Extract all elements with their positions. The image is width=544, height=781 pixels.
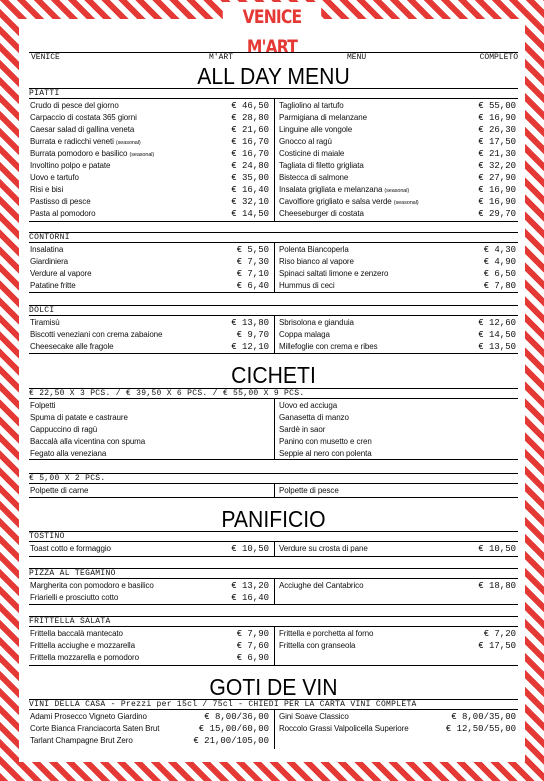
menu-item xyxy=(29,160,271,172)
menu-item-price: € 15,00/60,00 xyxy=(198,724,269,734)
menu-item xyxy=(278,400,518,412)
menu-item xyxy=(29,112,271,124)
menu-item-name: Giardiniera xyxy=(30,257,69,266)
frittella-box xyxy=(29,626,518,666)
menu-item-price: € 16,70 xyxy=(231,137,269,147)
menu-item-name: Gnocco al ragù xyxy=(279,137,332,146)
menu-item xyxy=(29,208,271,220)
menu-item-price: € 32,20 xyxy=(478,161,516,171)
contorni-box xyxy=(29,242,518,293)
menu-item-name: Spuma di patate e castraure xyxy=(30,413,128,422)
menu-item-price: € 55,00 xyxy=(478,101,516,111)
menu-item-name: Tiramisù xyxy=(30,318,60,327)
section-title-goti: GOTI DE VIN xyxy=(209,674,338,700)
menu-item-price: € 12,60 xyxy=(478,318,516,328)
menu-item-name: Frittella acciughe e mozzarella xyxy=(30,641,135,650)
contorni-left xyxy=(29,244,271,292)
menu-item xyxy=(278,485,518,497)
menu-item xyxy=(29,136,271,148)
menu-item-price: € 13,20 xyxy=(231,581,269,591)
section-title-panificio: PANIFICIO xyxy=(221,506,326,532)
menu-item-price: € 13,50 xyxy=(478,342,516,352)
menu-item-price: € 16,40 xyxy=(231,593,269,603)
menu-item-name: Acciughe del Cantabrico xyxy=(279,581,364,590)
menu-item xyxy=(29,268,271,280)
menu-item-name: Cheesecake alle fragole xyxy=(30,342,114,351)
menu-item xyxy=(278,256,518,268)
menu-item-price: € 28,80 xyxy=(231,113,269,123)
menu-item-price: € 14,50 xyxy=(231,209,269,219)
frittella-left xyxy=(29,628,271,664)
menu-item-name: Polenta Biancoperla xyxy=(279,245,349,254)
menu-item xyxy=(29,256,271,268)
menu-item-price: € 7,10 xyxy=(236,269,269,279)
menu-item xyxy=(278,208,518,220)
menu-item-price: € 27,90 xyxy=(478,173,516,183)
menu-item xyxy=(278,124,518,136)
menu-item-name: Involtino polpo e patate xyxy=(30,161,111,170)
menu-item xyxy=(29,412,271,424)
menu-item xyxy=(29,280,271,292)
topbar-menu: MENU xyxy=(347,53,367,62)
menu-item-price: € 7,20 xyxy=(483,629,516,639)
menu-item-name: Insalata grigliata e melanzana (seasonal) xyxy=(279,185,410,194)
menu-item xyxy=(278,628,518,640)
menu-item-price: € 5,50 xyxy=(236,245,269,255)
topbar-mart: M'ART xyxy=(209,53,234,62)
menu-item-name: Margherita con pomodoro e basilico xyxy=(30,581,154,590)
cicheti-left xyxy=(29,400,271,460)
menu-item-price: € 14,50 xyxy=(478,330,516,340)
menu-item xyxy=(278,148,518,160)
goti-header: VINI DELLA CASA - Prezzi per 15cl / 75cl - CHIEDI PER LA CARTA VINI COMPLETA xyxy=(29,699,518,709)
menu-item-name: Burrata e radicchi veneti (seasonal) xyxy=(30,137,141,146)
menu-item-name: Millefoglie con crema e ribes xyxy=(279,342,378,351)
contorni-right xyxy=(278,244,518,292)
piatti-left xyxy=(29,100,271,220)
header-dolci: DOLCI xyxy=(29,305,518,315)
topbar-venice: VENICE xyxy=(31,53,60,62)
menu-item-price: € 7,60 xyxy=(236,641,269,651)
pizza-left xyxy=(29,580,271,604)
menu-item xyxy=(29,640,271,652)
menu-item-name: Cavolfiore grigliato e salsa verde (seasonal) xyxy=(279,197,419,206)
menu-item-name: Polpette di pesce xyxy=(279,486,339,495)
menu-item xyxy=(29,485,271,497)
tostino-right xyxy=(278,543,518,555)
menu-item-price: € 21,00/105,00 xyxy=(193,736,269,746)
menu-item xyxy=(278,424,518,436)
menu-item-name: Risi e bisi xyxy=(30,185,64,194)
menu-item-name: Corte Bianca Franciacorta Saten Brut xyxy=(30,724,160,733)
header-pizza: PIZZA AL TEGAMINO xyxy=(29,568,518,578)
menu-item-name: Tagliolino al tartufo xyxy=(279,101,344,110)
menu-item xyxy=(29,341,271,353)
menu-item xyxy=(278,436,518,448)
menu-item xyxy=(29,652,271,664)
piatti-box xyxy=(29,98,518,222)
menu-item-name: Insalatina xyxy=(30,245,64,254)
menu-item xyxy=(278,280,518,292)
menu-item-name: Costicine di maiale xyxy=(279,149,345,158)
menu-item-name: Sardè in saor xyxy=(279,425,326,434)
menu-item-name: Verdure su crosta di pane xyxy=(279,544,368,553)
menu-item-name: Baccalà alla vicentina con spuma xyxy=(30,437,146,446)
menu-item-price: € 4,30 xyxy=(483,245,516,255)
menu-item-note: (seasonal) xyxy=(384,188,410,194)
menu-item-price: € 29,70 xyxy=(478,209,516,219)
menu-item xyxy=(278,196,518,208)
menu-item-price: € 16,70 xyxy=(231,149,269,159)
menu-item-name: Polpette di carne xyxy=(30,486,89,495)
pizza-right xyxy=(278,580,518,592)
menu-item-name: Frittella mozzarella e pomodoro xyxy=(30,653,139,662)
header-piatti: PIATTI xyxy=(29,88,518,98)
menu-item xyxy=(278,112,518,124)
menu-item xyxy=(278,100,518,112)
menu-item-name: Ganasetta di manzo xyxy=(279,413,349,422)
goti-left xyxy=(29,711,271,747)
menu-item xyxy=(278,329,518,341)
menu-item-name: Bistecca di salmone xyxy=(279,173,349,182)
menu-item xyxy=(29,196,271,208)
menu-item xyxy=(29,424,271,436)
menu-item-name: Crudo di pesce del giorno xyxy=(30,101,119,110)
menu-item-name: Panino con musetto e cren xyxy=(279,437,372,446)
menu-item-price: € 24,80 xyxy=(231,161,269,171)
dolci-box xyxy=(29,315,518,354)
menu-item xyxy=(278,268,518,280)
menu-item xyxy=(278,580,518,592)
goti-box xyxy=(29,709,518,749)
menu-item-price: € 16,90 xyxy=(478,197,516,207)
menu-item-price: € 6,50 xyxy=(483,269,516,279)
header-tostino: TOSTINO xyxy=(29,531,518,541)
frittella-right xyxy=(278,628,518,652)
tostino-left xyxy=(29,543,271,555)
menu-item xyxy=(29,723,271,735)
menu-item-name: Uovo e tartufo xyxy=(30,173,79,182)
menu-item-note: (seasonal) xyxy=(129,152,155,158)
menu-item xyxy=(29,172,271,184)
header-contorni: CONTORNI xyxy=(29,232,518,242)
menu-item-name: Folpetti xyxy=(30,401,56,410)
cicheti-box xyxy=(29,398,518,460)
menu-item-price: € 46,50 xyxy=(231,101,269,111)
menu-item-price: € 8,00/36,00 xyxy=(204,712,269,722)
menu-item-name: Burrata pomodoro e basilico (seasonal) xyxy=(30,149,155,158)
dolci-left xyxy=(29,317,271,353)
menu-item-price: € 16,40 xyxy=(231,185,269,195)
menu-item-name: Parmigiana di melanzane xyxy=(279,113,367,122)
header-frittella: FRITTELLA SALATA xyxy=(29,616,518,626)
menu-item-price: € 32,10 xyxy=(231,197,269,207)
menu-item-name: Biscotti veneziani con crema zabaione xyxy=(30,330,163,339)
menu-item xyxy=(278,412,518,424)
menu-item xyxy=(29,543,271,555)
menu-item-note: (seasonal) xyxy=(115,140,141,146)
menu-item-name: Riso bianco al vapore xyxy=(279,257,354,266)
menu-item xyxy=(278,711,518,723)
menu-item-name: Adami Prosecco Vigneto Giardino xyxy=(30,712,147,721)
menu-item-price: € 7,30 xyxy=(236,257,269,267)
menu-item xyxy=(29,329,271,341)
menu-item xyxy=(29,400,271,412)
topbar-completo: COMPLETO xyxy=(479,53,518,62)
menu-item-price: € 17,50 xyxy=(478,137,516,147)
menu-item-name: Uovo ed acciuga xyxy=(279,401,338,410)
menu-item-name: Frittella baccalà mantecato xyxy=(30,629,123,638)
menu-item-name: Hummus di ceci xyxy=(279,281,335,290)
menu-item-price: € 35,00 xyxy=(231,173,269,183)
menu-item-name: Linguine alle vongole xyxy=(279,125,353,134)
menu-item-price: € 7,90 xyxy=(236,629,269,639)
menu-item-name: Verdure al vapore xyxy=(30,269,92,278)
menu-item-price: € 21,60 xyxy=(231,125,269,135)
menu-item-name: Cheeseburger di costata xyxy=(279,209,364,218)
menu-item-note: (seasonal) xyxy=(393,200,419,206)
menu-item xyxy=(278,640,518,652)
menu-item xyxy=(278,341,518,353)
menu-item xyxy=(278,172,518,184)
menu-item-name: Frittella e porchetta al forno xyxy=(279,629,374,638)
goti-right xyxy=(278,711,518,735)
menu-item-name: Roccolo Grassi Valpolicella Superiore xyxy=(279,724,409,733)
menu-item xyxy=(29,711,271,723)
menu-item-price: € 10,50 xyxy=(478,544,516,554)
menu-item-price: € 16,90 xyxy=(478,113,516,123)
menu-item-price: € 8,00/35,00 xyxy=(451,712,516,722)
menu-item xyxy=(278,317,518,329)
menu-item-price: € 4,90 xyxy=(483,257,516,267)
cicheti-box-2 xyxy=(29,483,518,498)
menu-item-name: Seppie al nero con polenta xyxy=(279,449,372,458)
menu-item-price: € 12,50/55,00 xyxy=(445,724,516,734)
cicheti-price-header-2: € 5,00 X 2 PCS. xyxy=(29,473,518,483)
menu-item xyxy=(278,244,518,256)
menu-topbar xyxy=(29,52,518,63)
menu-item-name: Carpaccio di costata 365 giorni xyxy=(30,113,137,122)
polpette-left xyxy=(29,485,271,497)
menu-item-name: Tarlant Champagne Brut Zero xyxy=(30,736,133,745)
menu-item-price: € 10,50 xyxy=(231,544,269,554)
menu-item-price: € 18,80 xyxy=(478,581,516,591)
menu-item-name: Spinaci saltati limone e zenzero xyxy=(279,269,389,278)
menu-item-name: Toast cotto e formaggio xyxy=(30,544,111,553)
menu-item-name: Fegato alla veneziana xyxy=(30,449,107,458)
menu-item-name: Pasta al pomodoro xyxy=(30,209,96,218)
dolci-right xyxy=(278,317,518,353)
menu-item xyxy=(29,735,271,747)
menu-item-price: € 6,90 xyxy=(236,653,269,663)
polpette-right xyxy=(278,485,518,497)
menu-item-price: € 9,70 xyxy=(236,330,269,340)
menu-item xyxy=(278,543,518,555)
menu-item xyxy=(29,184,271,196)
menu-item xyxy=(29,580,271,592)
menu-item xyxy=(29,592,271,604)
menu-item-name: Friarielli e prosciutto cotto xyxy=(30,593,119,602)
menu-item xyxy=(278,184,518,196)
cicheti-price-header: € 22,50 X 3 PCS. / € 39,50 X 6 PCS. / € 55,00 X 9 PCS. xyxy=(29,388,518,398)
menu-item-name: Frittella con granseola xyxy=(279,641,356,650)
menu-item-price: € 21,30 xyxy=(478,149,516,159)
menu-item xyxy=(278,160,518,172)
menu-item-price: € 17,50 xyxy=(478,641,516,651)
tostino-box xyxy=(29,541,518,557)
menu-item xyxy=(29,448,271,460)
menu-item xyxy=(278,136,518,148)
menu-item xyxy=(29,317,271,329)
menu-item xyxy=(29,148,271,160)
menu-item xyxy=(278,723,518,735)
menu-item-name: Tagliata di filetto grigliata xyxy=(279,161,364,170)
menu-item-name: Sbrisolona e gianduia xyxy=(279,318,354,327)
menu-item-name: Gini Soave Classico xyxy=(279,712,349,721)
menu-item-name: Cappuccino di ragù xyxy=(30,425,98,434)
menu-item-price: € 26,30 xyxy=(478,125,516,135)
cicheti-right xyxy=(278,400,518,460)
pizza-box xyxy=(29,578,518,605)
menu-item-name: Pastisso di pesce xyxy=(30,197,91,206)
menu-item xyxy=(29,244,271,256)
menu-item-price: € 12,10 xyxy=(231,342,269,352)
menu-item xyxy=(29,100,271,112)
section-title-all-day: ALL DAY MENU xyxy=(197,63,350,89)
menu-item-price: € 7,80 xyxy=(483,281,516,291)
menu-item xyxy=(29,628,271,640)
menu-item-name: Coppa malaga xyxy=(279,330,330,339)
menu-item xyxy=(29,436,271,448)
piatti-right xyxy=(278,100,518,220)
menu-item-name: Patatine fritte xyxy=(30,281,76,290)
menu-item-name: Caesar salad di gallina veneta xyxy=(30,125,135,134)
menu-item-price: € 6,40 xyxy=(236,281,269,291)
menu-item-price: € 16,90 xyxy=(478,185,516,195)
menu-item xyxy=(29,124,271,136)
menu-item-price: € 13,80 xyxy=(231,318,269,328)
menu-item xyxy=(278,448,518,460)
brand-logo: VENICE M'ART xyxy=(223,2,321,34)
section-title-cicheti: CICHETI xyxy=(231,362,316,388)
